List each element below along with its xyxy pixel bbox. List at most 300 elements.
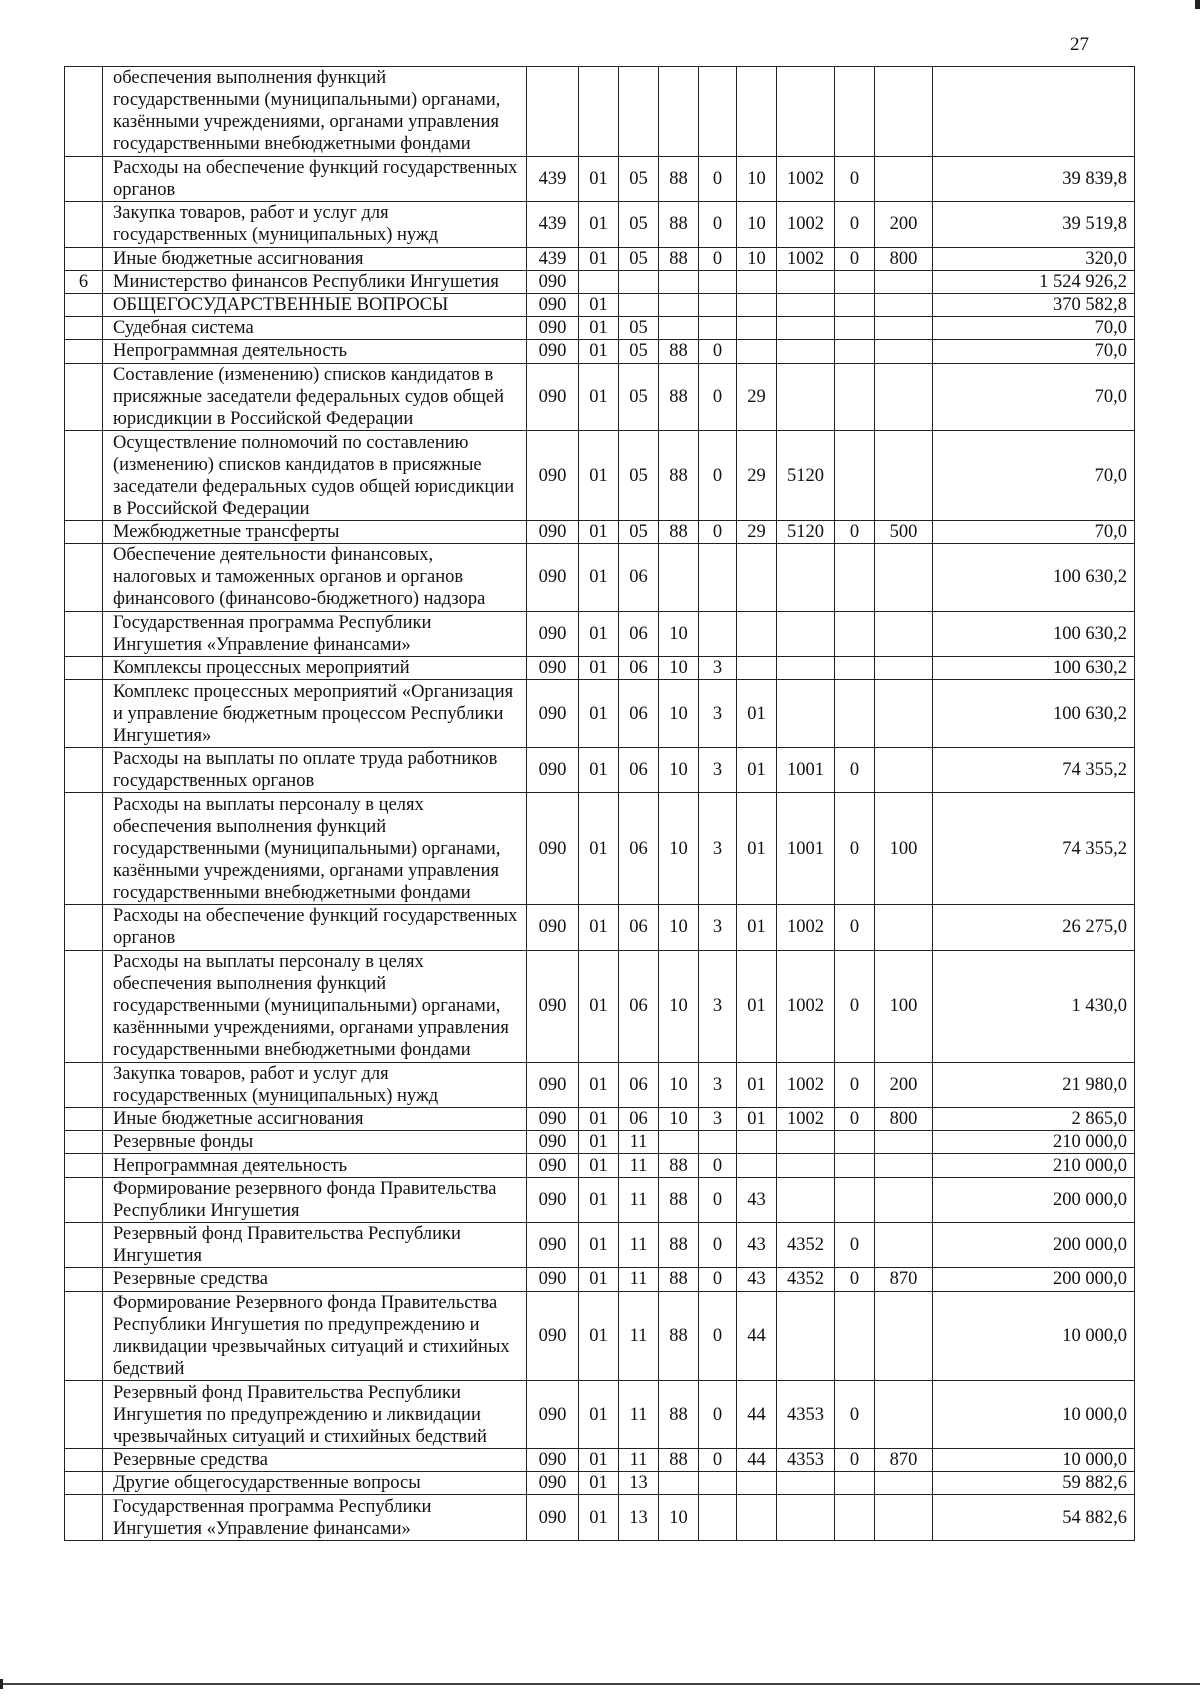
cell-subprogram-code	[699, 1472, 737, 1495]
cell-subprogram-code: 0	[699, 1448, 737, 1471]
cell-subprogram-code: 0	[699, 202, 737, 247]
cell-digit-code	[835, 544, 875, 612]
cell-item-name: Расходы на обеспечение функций государственных органов	[103, 905, 527, 950]
cell-amount: 70,0	[933, 431, 1135, 521]
cell-subsection-code: 11	[619, 1381, 659, 1449]
table-row	[65, 1177, 1135, 1222]
cell-amount: 39 839,8	[933, 156, 1135, 201]
cell-expense-type-code	[875, 1177, 933, 1222]
cell-subsection-code: 05	[619, 363, 659, 431]
cell-digit-code	[835, 340, 875, 363]
cell-subprogram-code	[699, 67, 737, 157]
cell-event-code: 01	[737, 793, 777, 905]
cell-expense-type-code: 800	[875, 1108, 933, 1131]
table-row	[65, 905, 1135, 950]
table-row	[65, 1062, 1135, 1107]
cell-subprogram-code: 3	[699, 950, 737, 1062]
cell-program-code	[659, 1131, 699, 1154]
cell-section-code: 01	[579, 1381, 619, 1449]
table-row	[65, 611, 1135, 656]
table-row	[65, 1495, 1135, 1540]
cell-program-code: 88	[659, 1448, 699, 1471]
cell-expense-type-code: 200	[875, 202, 933, 247]
cell-event-code: 10	[737, 247, 777, 270]
cell-section-code: 01	[579, 1472, 619, 1495]
cell-row-number	[65, 202, 103, 247]
cell-amount: 1 430,0	[933, 950, 1135, 1062]
table-row	[65, 293, 1135, 316]
table-row	[65, 1222, 1135, 1267]
cell-item-name: Формирование резервного фонда Правительства Республики Ингушетия	[103, 1177, 527, 1222]
cell-section-code: 01	[579, 202, 619, 247]
cell-subsection-code: 11	[619, 1177, 659, 1222]
cell-subprogram-code: 0	[699, 1177, 737, 1222]
cell-event-code	[737, 611, 777, 656]
cell-direction-code: 1002	[777, 156, 835, 201]
cell-subprogram-code: 3	[699, 680, 737, 748]
cell-expense-type-code	[875, 156, 933, 201]
cell-ministry-code: 090	[527, 340, 579, 363]
cell-row-number	[65, 1448, 103, 1471]
cell-digit-code	[835, 270, 875, 293]
cell-program-code: 88	[659, 1154, 699, 1177]
cell-subsection-code: 05	[619, 340, 659, 363]
cell-program-code: 88	[659, 520, 699, 543]
cell-program-code: 10	[659, 1495, 699, 1540]
budget-table	[64, 66, 1135, 1541]
cell-amount: 200 000,0	[933, 1177, 1135, 1222]
cell-digit-code	[835, 1131, 875, 1154]
cell-ministry-code: 090	[527, 657, 579, 680]
cell-section-code: 01	[579, 1291, 619, 1381]
table-row	[65, 431, 1135, 521]
cell-item-name: Другие общегосударственные вопросы	[103, 1472, 527, 1495]
cell-direction-code: 5120	[777, 431, 835, 521]
cell-section-code: 01	[579, 1222, 619, 1267]
cell-direction-code: 1002	[777, 247, 835, 270]
cell-item-name: Межбюджетные трансферты	[103, 520, 527, 543]
cell-subsection-code: 05	[619, 156, 659, 201]
cell-subprogram-code: 3	[699, 1062, 737, 1107]
cell-subprogram-code	[699, 544, 737, 612]
cell-program-code: 88	[659, 247, 699, 270]
cell-event-code: 44	[737, 1291, 777, 1381]
table-row	[65, 793, 1135, 905]
cell-digit-code: 0	[835, 747, 875, 792]
cell-section-code: 01	[579, 247, 619, 270]
cell-expense-type-code	[875, 317, 933, 340]
cell-direction-code: 5120	[777, 520, 835, 543]
cell-amount: 1 524 926,2	[933, 270, 1135, 293]
cell-ministry-code: 090	[527, 1131, 579, 1154]
cell-expense-type-code	[875, 747, 933, 792]
cell-ministry-code: 090	[527, 747, 579, 792]
cell-item-name: Комплекс процессных мероприятий «Организация и управление бюджетным процессом Республики Ингушетия»	[103, 680, 527, 748]
cell-direction-code: 1002	[777, 1062, 835, 1107]
cell-event-code: 44	[737, 1448, 777, 1471]
cell-item-name: Судебная система	[103, 317, 527, 340]
cell-item-name: Министерство финансов Республики Ингушетия	[103, 270, 527, 293]
cell-item-name: Резервные средства	[103, 1448, 527, 1471]
cell-amount: 59 882,6	[933, 1472, 1135, 1495]
cell-expense-type-code	[875, 363, 933, 431]
cell-amount: 26 275,0	[933, 905, 1135, 950]
cell-digit-code: 0	[835, 202, 875, 247]
cell-program-code	[659, 270, 699, 293]
cell-row-number	[65, 293, 103, 316]
cell-program-code: 88	[659, 156, 699, 201]
cell-section-code: 01	[579, 1448, 619, 1471]
cell-subsection-code: 06	[619, 657, 659, 680]
cell-event-code	[737, 270, 777, 293]
table-row	[65, 1291, 1135, 1381]
cell-direction-code	[777, 657, 835, 680]
cell-program-code	[659, 67, 699, 157]
cell-subprogram-code: 0	[699, 1381, 737, 1449]
cell-subsection-code: 11	[619, 1131, 659, 1154]
cell-expense-type-code	[875, 340, 933, 363]
cell-ministry-code: 090	[527, 1381, 579, 1449]
cell-ministry-code: 090	[527, 611, 579, 656]
cell-subprogram-code: 0	[699, 363, 737, 431]
table-row	[65, 340, 1135, 363]
cell-event-code	[737, 1472, 777, 1495]
cell-item-name: Расходы на выплаты по оплате труда работников государственных органов	[103, 747, 527, 792]
cell-direction-code: 1002	[777, 1108, 835, 1131]
cell-section-code: 01	[579, 657, 619, 680]
cell-ministry-code: 090	[527, 1495, 579, 1540]
cell-direction-code: 1001	[777, 793, 835, 905]
cell-expense-type-code: 100	[875, 793, 933, 905]
cell-amount: 100 630,2	[933, 680, 1135, 748]
table-row	[65, 657, 1135, 680]
table-row	[65, 747, 1135, 792]
cell-row-number	[65, 793, 103, 905]
cell-item-name: Закупка товаров, работ и услуг для государственных (муниципальных) нужд	[103, 1062, 527, 1107]
cell-subsection-code: 05	[619, 317, 659, 340]
cell-subprogram-code: 0	[699, 520, 737, 543]
cell-item-name: Иные бюджетные ассигнования	[103, 1108, 527, 1131]
cell-ministry-code: 439	[527, 247, 579, 270]
cell-row-number	[65, 1131, 103, 1154]
cell-amount: 100 630,2	[933, 657, 1135, 680]
table-row	[65, 1154, 1135, 1177]
cell-row-number	[65, 1381, 103, 1449]
cell-expense-type-code	[875, 1291, 933, 1381]
cell-digit-code	[835, 657, 875, 680]
cell-ministry-code: 090	[527, 270, 579, 293]
cell-expense-type-code	[875, 657, 933, 680]
cell-subprogram-code	[699, 270, 737, 293]
cell-row-number	[65, 611, 103, 656]
cell-ministry-code: 439	[527, 202, 579, 247]
cell-amount: 10 000,0	[933, 1381, 1135, 1449]
cell-expense-type-code	[875, 905, 933, 950]
cell-ministry-code: 090	[527, 950, 579, 1062]
cell-section-code: 01	[579, 611, 619, 656]
cell-item-name: Обеспечение деятельности финансовых, налоговых и таможенных органов и органов финансового (финансово-бюджетного) надзора	[103, 544, 527, 612]
cell-ministry-code: 090	[527, 317, 579, 340]
cell-expense-type-code	[875, 544, 933, 612]
cell-event-code: 01	[737, 747, 777, 792]
scan-bottom-edge	[0, 1679, 1200, 1689]
cell-subsection-code: 13	[619, 1495, 659, 1540]
cell-subsection-code: 13	[619, 1472, 659, 1495]
cell-direction-code	[777, 680, 835, 748]
cell-item-name: ОБЩЕГОСУДАРСТВЕННЫЕ ВОПРОСЫ	[103, 293, 527, 316]
cell-digit-code: 0	[835, 793, 875, 905]
cell-direction-code	[777, 1472, 835, 1495]
cell-item-name: Осуществление полномочий по составлению (изменению) списков кандидатов в присяжные заседатели федеральных судов общей юрисдикции в Российской Федерации	[103, 431, 527, 521]
cell-amount: 320,0	[933, 247, 1135, 270]
cell-event-code	[737, 544, 777, 612]
cell-ministry-code: 090	[527, 1062, 579, 1107]
cell-subprogram-code	[699, 1131, 737, 1154]
cell-amount: 200 000,0	[933, 1268, 1135, 1291]
cell-subprogram-code: 0	[699, 1291, 737, 1381]
cell-amount: 200 000,0	[933, 1222, 1135, 1267]
table-row	[65, 247, 1135, 270]
cell-program-code: 88	[659, 1291, 699, 1381]
cell-subprogram-code: 0	[699, 247, 737, 270]
cell-subsection-code: 06	[619, 680, 659, 748]
cell-section-code: 01	[579, 793, 619, 905]
cell-event-code: 44	[737, 1381, 777, 1449]
cell-digit-code	[835, 1495, 875, 1540]
cell-ministry-code: 090	[527, 1291, 579, 1381]
cell-program-code: 88	[659, 1268, 699, 1291]
table-row	[65, 1448, 1135, 1471]
cell-event-code: 29	[737, 363, 777, 431]
cell-subsection-code: 06	[619, 611, 659, 656]
cell-subprogram-code	[699, 611, 737, 656]
cell-item-name: Государственная программа Республики Ингушетия «Управление финансами»	[103, 1495, 527, 1540]
cell-ministry-code: 090	[527, 431, 579, 521]
budget-table-body	[65, 67, 1135, 1541]
cell-subsection-code: 05	[619, 202, 659, 247]
cell-section-code: 01	[579, 544, 619, 612]
cell-program-code: 88	[659, 340, 699, 363]
cell-digit-code: 0	[835, 1062, 875, 1107]
cell-expense-type-code: 870	[875, 1448, 933, 1471]
cell-expense-type-code	[875, 293, 933, 316]
cell-digit-code	[835, 317, 875, 340]
cell-digit-code: 0	[835, 1381, 875, 1449]
table-row	[65, 1131, 1135, 1154]
cell-item-name: обеспечения выполнения функций государственными (муниципальными) органами, казёнными учреждениями, органами управления государственными внебюджетными фондами	[103, 67, 527, 157]
cell-subsection-code	[619, 293, 659, 316]
cell-amount: 70,0	[933, 363, 1135, 431]
cell-row-number	[65, 544, 103, 612]
cell-amount: 54 882,6	[933, 1495, 1135, 1540]
cell-amount: 10 000,0	[933, 1448, 1135, 1471]
cell-section-code: 01	[579, 1495, 619, 1540]
cell-ministry-code: 090	[527, 363, 579, 431]
cell-expense-type-code: 200	[875, 1062, 933, 1107]
cell-direction-code: 4353	[777, 1381, 835, 1449]
cell-program-code: 88	[659, 431, 699, 521]
cell-program-code: 10	[659, 793, 699, 905]
cell-row-number	[65, 156, 103, 201]
cell-subprogram-code: 3	[699, 1108, 737, 1131]
cell-expense-type-code	[875, 1154, 933, 1177]
cell-section-code: 01	[579, 1108, 619, 1131]
cell-row-number	[65, 67, 103, 157]
cell-ministry-code: 090	[527, 1222, 579, 1267]
cell-direction-code	[777, 363, 835, 431]
cell-amount: 100 630,2	[933, 611, 1135, 656]
cell-event-code	[737, 1131, 777, 1154]
cell-program-code: 88	[659, 1222, 699, 1267]
cell-digit-code	[835, 1154, 875, 1177]
cell-program-code: 88	[659, 1381, 699, 1449]
cell-row-number	[65, 317, 103, 340]
cell-row-number	[65, 1222, 103, 1267]
cell-program-code: 88	[659, 202, 699, 247]
table-row	[65, 67, 1135, 157]
cell-subsection-code: 05	[619, 431, 659, 521]
cell-item-name: Расходы на обеспечение функций государственных органов	[103, 156, 527, 201]
cell-item-name: Государственная программа Республики Ингушетия «Управление финансами»	[103, 611, 527, 656]
cell-digit-code: 0	[835, 247, 875, 270]
cell-row-number	[65, 1472, 103, 1495]
cell-ministry-code: 090	[527, 1108, 579, 1131]
cell-digit-code	[835, 611, 875, 656]
cell-expense-type-code	[875, 270, 933, 293]
cell-program-code	[659, 1472, 699, 1495]
cell-item-name: Непрограммная деятельность	[103, 340, 527, 363]
cell-row-number	[65, 1268, 103, 1291]
table-row	[65, 317, 1135, 340]
cell-subprogram-code: 3	[699, 747, 737, 792]
cell-subprogram-code: 0	[699, 340, 737, 363]
cell-section-code: 01	[579, 520, 619, 543]
cell-digit-code: 0	[835, 520, 875, 543]
cell-subprogram-code: 0	[699, 1268, 737, 1291]
cell-expense-type-code	[875, 1381, 933, 1449]
page-number: 27	[1070, 34, 1089, 55]
cell-section-code: 01	[579, 1131, 619, 1154]
cell-subprogram-code: 0	[699, 1222, 737, 1267]
cell-digit-code	[835, 1291, 875, 1381]
cell-row-number	[65, 247, 103, 270]
cell-row-number	[65, 363, 103, 431]
cell-amount: 21 980,0	[933, 1062, 1135, 1107]
cell-event-code: 01	[737, 905, 777, 950]
cell-expense-type-code	[875, 431, 933, 521]
cell-amount: 10 000,0	[933, 1291, 1135, 1381]
cell-direction-code	[777, 1495, 835, 1540]
cell-event-code: 10	[737, 156, 777, 201]
cell-ministry-code: 090	[527, 520, 579, 543]
cell-event-code: 01	[737, 680, 777, 748]
cell-amount: 210 000,0	[933, 1131, 1135, 1154]
cell-direction-code	[777, 67, 835, 157]
cell-program-code: 10	[659, 950, 699, 1062]
cell-event-code: 01	[737, 1062, 777, 1107]
cell-expense-type-code	[875, 1472, 933, 1495]
cell-subprogram-code: 0	[699, 156, 737, 201]
cell-section-code	[579, 67, 619, 157]
cell-row-number	[65, 747, 103, 792]
cell-direction-code: 4353	[777, 1448, 835, 1471]
cell-expense-type-code: 100	[875, 950, 933, 1062]
cell-ministry-code: 090	[527, 793, 579, 905]
cell-digit-code	[835, 67, 875, 157]
cell-direction-code: 1001	[777, 747, 835, 792]
cell-item-name: Формирование Резервного фонда Правительства Республики Ингушетия по предупреждению и ликвидации чрезвычайных ситуаций и стихийных бедствий	[103, 1291, 527, 1381]
cell-item-name: Резервный фонд Правительства Республики Ингушетия	[103, 1222, 527, 1267]
cell-row-number	[65, 431, 103, 521]
cell-event-code: 43	[737, 1177, 777, 1222]
cell-amount: 210 000,0	[933, 1154, 1135, 1177]
cell-subsection-code: 06	[619, 747, 659, 792]
cell-event-code	[737, 317, 777, 340]
cell-direction-code: 1002	[777, 905, 835, 950]
cell-item-name: Расходы на выплаты персоналу в целях обеспечения выполнения функций государственными (муниципальными) органами, казёнными учреждениями, органами управления государственными внебюджетными фондами	[103, 793, 527, 905]
cell-ministry-code: 090	[527, 1177, 579, 1222]
cell-item-name: Резервный фонд Правительства Республики Ингушетия по предупреждению и ликвидации чрезвычайных ситуаций и стихийных бедствий	[103, 1381, 527, 1449]
cell-amount	[933, 67, 1135, 157]
cell-event-code	[737, 293, 777, 316]
cell-event-code: 43	[737, 1222, 777, 1267]
cell-event-code: 10	[737, 202, 777, 247]
cell-section-code: 01	[579, 905, 619, 950]
cell-row-number	[65, 340, 103, 363]
cell-subsection-code: 05	[619, 520, 659, 543]
cell-direction-code	[777, 544, 835, 612]
cell-subsection-code: 06	[619, 1108, 659, 1131]
table-row	[65, 270, 1135, 293]
cell-expense-type-code: 800	[875, 247, 933, 270]
cell-ministry-code: 090	[527, 1448, 579, 1471]
cell-digit-code	[835, 680, 875, 748]
cell-section-code: 01	[579, 317, 619, 340]
table-row	[65, 1268, 1135, 1291]
table-row	[65, 1472, 1135, 1495]
cell-subsection-code: 05	[619, 247, 659, 270]
cell-section-code: 01	[579, 1268, 619, 1291]
cell-row-number	[65, 1495, 103, 1540]
table-row	[65, 544, 1135, 612]
cell-subprogram-code	[699, 1495, 737, 1540]
cell-ministry-code: 090	[527, 293, 579, 316]
cell-program-code: 88	[659, 1177, 699, 1222]
cell-section-code: 01	[579, 680, 619, 748]
cell-direction-code	[777, 270, 835, 293]
cell-subsection-code	[619, 67, 659, 157]
cell-program-code	[659, 293, 699, 316]
cell-amount: 70,0	[933, 520, 1135, 543]
cell-amount: 100 630,2	[933, 544, 1135, 612]
cell-event-code	[737, 340, 777, 363]
cell-direction-code	[777, 1154, 835, 1177]
cell-section-code: 01	[579, 293, 619, 316]
cell-section-code: 01	[579, 156, 619, 201]
cell-row-number	[65, 1154, 103, 1177]
cell-subsection-code	[619, 270, 659, 293]
cell-item-name: Расходы на выплаты персоналу в целях обеспечения выполнения функций государственными (муниципальными) органами, казённными учреждениями, органами управления государственными внебюджетными фондами	[103, 950, 527, 1062]
cell-subprogram-code: 3	[699, 905, 737, 950]
table-row	[65, 1108, 1135, 1131]
table-row	[65, 1381, 1135, 1449]
cell-subsection-code: 06	[619, 1062, 659, 1107]
cell-item-name: Резервные фонды	[103, 1131, 527, 1154]
cell-row-number	[65, 520, 103, 543]
cell-direction-code	[777, 611, 835, 656]
cell-digit-code: 0	[835, 1108, 875, 1131]
cell-program-code: 10	[659, 611, 699, 656]
